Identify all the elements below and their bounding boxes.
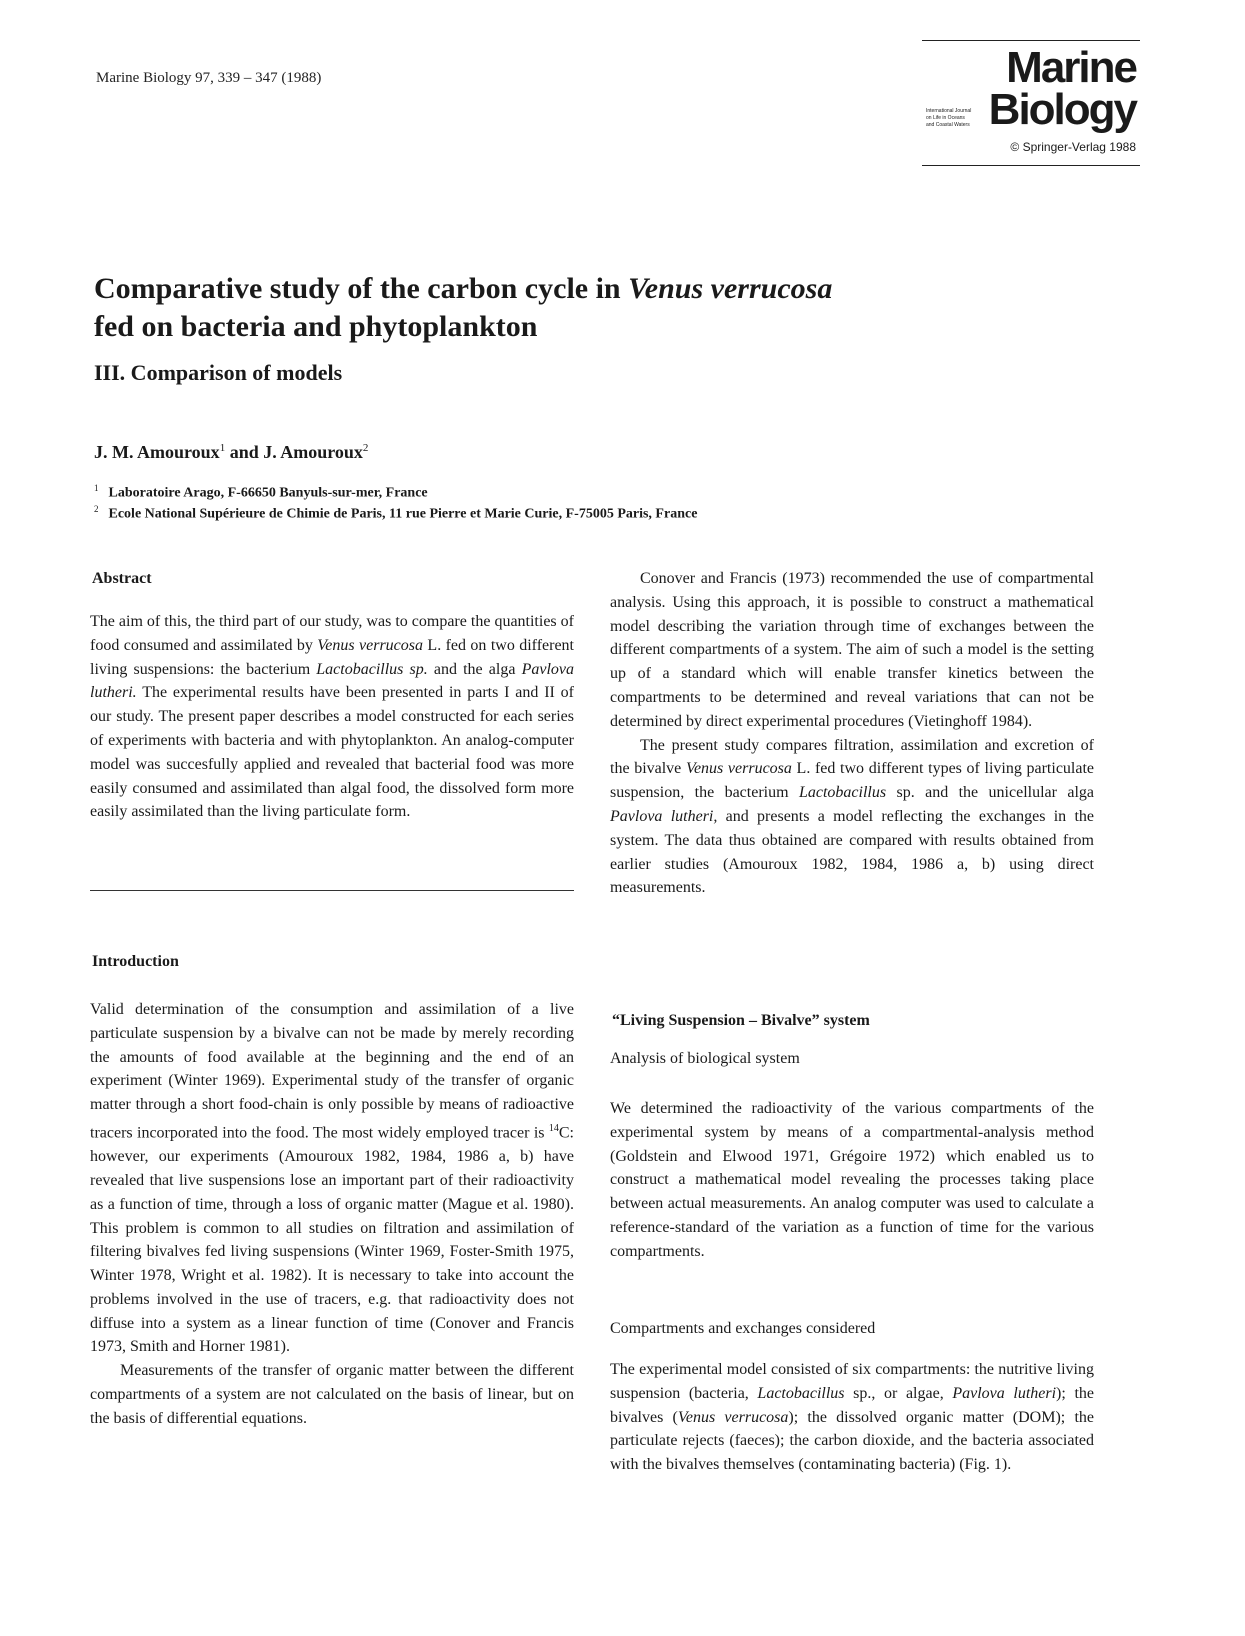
subsection-heading: Compartments and exchanges considered	[610, 1320, 876, 1337]
species-name: Lactobacillus sp.	[316, 660, 428, 678]
author-conjunction: and	[225, 442, 264, 462]
logo-tagline-line: and Coastal Waters	[926, 122, 970, 128]
right-column-intro	[610, 567, 1094, 900]
species-name: Pavlova lutheri	[952, 1384, 1057, 1402]
abstract-divider	[90, 890, 574, 891]
logo-bottom-rule	[922, 165, 1140, 166]
species-name: Venus verrucosa	[685, 760, 792, 778]
abstract-body	[90, 610, 574, 824]
affiliation	[94, 483, 428, 502]
paper-subtitle: III. Comparison of models	[94, 360, 343, 385]
intro-paragraph: Conover and Francis (1973) recommended the use of compartmental analysis. Using this approach, it is possible to construct a mathematical model describing the variation through time of exchanges between the different compartments of a system. The aim of such a model is the setting up of a standard which will enable transfer kinetics between the compartments to be determined and reveal variations that can not be determined by direct experimental procedures (Vietinghoff 1984).	[610, 570, 1094, 730]
abstract-heading: Abstract	[92, 570, 152, 587]
abstract-text: The experimental results have been presented in parts I and II of our study. The present paper describes a model constructed for each series of experiments with bacteria and with phytoplankton. An analog-computer model was succesfully applied and revealed that bacterial food was more easily consumed and assimilated than algal food, the dissolved form more easily assimilated than the living particulate form.	[90, 684, 574, 821]
affiliation-mark: 2	[94, 504, 99, 514]
species-name: Venus verrucosa	[677, 1408, 789, 1426]
title-text: Comparative study of the carbon cycle in	[94, 272, 629, 305]
logo-tagline-line: International Journal	[926, 108, 972, 114]
section-heading: “Living Suspension – Bivalve” system	[612, 1012, 870, 1029]
compartments-text: ); the bivalves (	[610, 1384, 1094, 1426]
author-name: J. M. Amouroux	[94, 442, 220, 462]
logo-copyright: © Springer-Verlag 1988	[1010, 140, 1136, 154]
author-name: J. Amouroux	[263, 442, 363, 462]
abstract-text: The aim of this, the third part of our study, was to compare the quantities of food consumed and assimilated by	[90, 613, 574, 654]
affiliation-text: Ecole National Supérieure de Chimie de Paris, 11 rue Pierre et Marie Curie, F-75005 Paris, France	[108, 506, 698, 522]
intro-text: sp. and the unicellular alga	[886, 784, 1095, 802]
affiliation	[94, 504, 697, 523]
abstract-text: L. fed on two different living suspensions: the bacterium	[90, 636, 575, 678]
species-name: Venus verrucosa	[317, 636, 424, 654]
title-text-line2: fed on bacteria and phytoplankton	[94, 310, 538, 343]
journal-citation: Marine Biology 97, 339 – 347 (1988)	[96, 70, 322, 86]
introduction-text: C: however, our experiments (Amouroux 1982, 1984, 1986 a, b) have revealed that live suspensions lose an important part of their radioactivity as a function of time, through a loss of organic matter (Mague et al. 1980). This problem is common to all studies on filtration and assimilation of filtering bivalves fed living suspensions (Winter 1969, Foster-Smith 1975, Winter 1978, Wright et al. 1982). It is necessary to take into account the problems involved in the use of tracers, e.g. that radioactivity does not diffuse into a system as a linear function of time (Conover and Francis 1973, Smith and Horner 1981).	[90, 1124, 574, 1356]
logo-word-biology: Biology	[988, 85, 1136, 134]
analysis-paragraph: We determined the radioactivity of the various compartments of the experimental system by means of a compartmental-analysis method (Goldstein and Elwood 1971, Grégoire 1972) which enabled us to construct a mathematical model revealing the processes taking place between actual measurements. An analog computer was used to calculate a reference-standard of the variation as a function of time for the various compartments.	[610, 1100, 1094, 1260]
journal-logo	[922, 40, 1140, 166]
logo-top-rule	[922, 40, 1140, 41]
abstract-text: and the alga	[427, 660, 522, 678]
intro-text: L. fed two different types of living particulate suspension, the bacterium	[610, 760, 1095, 802]
compartments-text: sp., or algae,	[844, 1384, 953, 1402]
affiliation-mark: 1	[94, 483, 99, 493]
affiliation-text: Laboratoire Arago, F-66650 Banyuls-sur-mer, France	[108, 485, 428, 501]
compartments-text: The experimental model consisted of six compartments: the nutritive living suspension (bacteria,	[610, 1361, 1094, 1402]
logo-word-marine: Marine	[1006, 43, 1136, 92]
introduction-paragraph: Measurements of the transfer of organic matter between the different compartments of a system are not calculated on the basis of linear, but on the basis of differential equations.	[90, 1362, 574, 1427]
subsection-heading: Analysis of biological system	[610, 1050, 800, 1067]
introduction-body	[90, 998, 574, 1431]
species-name: Pavlova lutheri,	[610, 807, 718, 825]
logo-tagline	[926, 108, 976, 129]
species-name: Lactobacillus	[757, 1384, 845, 1402]
compartments-paragraph	[610, 1358, 1094, 1477]
author-affil-mark: 2	[362, 442, 369, 454]
species-name: Lactobacillus	[798, 784, 887, 802]
intro-text: and presents a model reflecting the exchanges in the system. The data thus obtained are compared with results obtained from earlier studies (Amouroux 1982, 1984, 1986 a, b) using direct measurements.	[610, 807, 1094, 897]
paper-title	[94, 270, 954, 346]
logo-tagline-line: on Life in Oceans	[926, 115, 965, 121]
title-species: Venus verrucosa	[628, 272, 833, 305]
author-affil-mark: 1	[219, 442, 226, 454]
author-list	[94, 442, 368, 463]
intro-text: The present study compares filtration, assimilation and excretion of the bivalve	[610, 736, 1094, 778]
compartments-text: ); the dissolved organic matter (DOM); the particulate rejects (faeces); the carbon dioxide, and the bacteria associated with the bivalves themselves (contaminating bacteria) (Fig. 1).	[610, 1408, 1094, 1474]
introduction-text: Valid determination of the consumption and assimilation of a live particulate suspension by a bivalve can not be made by merely recording the amounts of food available at the beginning and the end of an experiment (Winter 1969). Experimental study of the transfer of organic matter through a short food-chain is only possible by means of radioactive tracers incorporated into the food. The most widely employed tracer is	[90, 1001, 574, 1142]
species-name: Pavlova lutheri.	[90, 660, 574, 702]
introduction-heading: Introduction	[92, 953, 179, 970]
isotope-superscript: 14	[548, 1122, 559, 1134]
